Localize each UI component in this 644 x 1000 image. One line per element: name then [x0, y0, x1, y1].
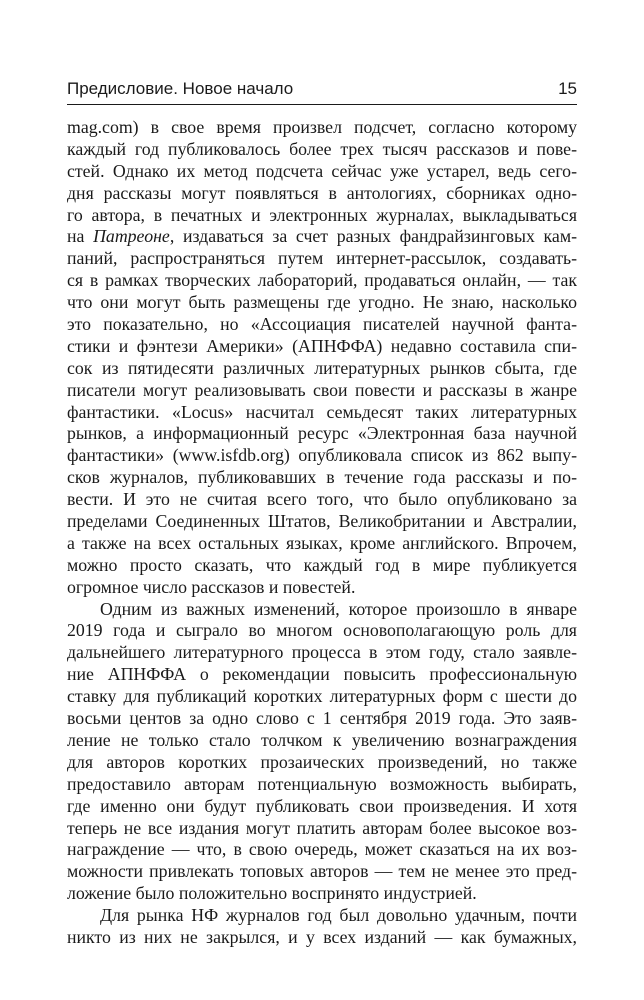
- text-line: можности привлекать топовых авторов — тем не менее это пред-: [67, 861, 577, 882]
- text-line: дальнейшего литературного процесса в этом году, стало заявле-: [67, 642, 577, 663]
- text-line: писатели могут реализовывать свои повести и рассказы в жанре: [67, 379, 577, 400]
- text-line: рынков, а информационный ресурс «Электронная база научной: [67, 423, 577, 444]
- text-line: для авторов коротких прозаических произведений, но также: [67, 751, 577, 772]
- text-line: предоставило авторам потенциальную возможность выбирать,: [67, 773, 577, 794]
- text-line: вести. И это не считая всего того, что было опубликовано за: [67, 489, 577, 510]
- text-line: каждый год публиковалось более трех тысяч рассказов и пове-: [67, 138, 577, 159]
- running-head: [67, 77, 577, 101]
- text-line: ставку для публикаций коротких литературных форм с шести до: [67, 686, 577, 707]
- text-line: го автора, в печатных и электронных журналах, выкладываться: [67, 204, 577, 225]
- text-line: ние АПНФФА о рекомендации повысить профессиональную: [67, 664, 577, 685]
- text-line: паний, распространяться путем интернет-рассылок, создавать-: [67, 248, 577, 269]
- text-line: на Патреоне, издаваться за счет разных фандрайзинговых кам-: [67, 226, 577, 247]
- text-line: сков журналов, публиковавших в течение года рассказы и по-: [67, 467, 577, 488]
- header-rule: [67, 104, 577, 105]
- chapter-title: Предисловие. Новое начало: [67, 79, 294, 98]
- body-text: [67, 117, 577, 949]
- text-line: mag.com) в свое время произвел подсчет, согласно которому: [67, 117, 577, 137]
- paragraph: [67, 117, 577, 599]
- page-number: 15: [558, 79, 577, 98]
- text-line: ся в рамках творческих лабораторий, продаваться онлайн, — так: [67, 270, 577, 291]
- text-line: стей. Однако их метод подсчета сейчас уже устарел, ведь сего-: [67, 160, 577, 181]
- text-line: сок из пятидесяти различных литературных рынков сбыта, где: [67, 357, 577, 378]
- text-line: дня рассказы могут появляться в антологиях, сборниках одно-: [67, 182, 577, 203]
- text-line: Одним из важных изменений, которое произошло в январе: [100, 598, 577, 619]
- text-line: стики и фэнтези Америки» (АПНФФА) недавно составила спи-: [67, 335, 577, 356]
- paragraph: [67, 905, 577, 949]
- text-line: восьми центов за одно слово с 1 сентября 2019 года. Это заяв-: [67, 708, 577, 729]
- text-line: это показательно, но «Ассоциация писателей научной фанта-: [67, 314, 577, 335]
- text-line: награждение — что, в свою очередь, может сказаться на их воз-: [67, 839, 577, 860]
- text-line: что они могут быть размещены где угодно. Не знаю, насколько: [67, 292, 577, 313]
- text-line: 2019 года и сыграло во многом основополагающую роль для: [67, 620, 577, 641]
- text-line: ложение было положительно воспринято индустрией.: [67, 883, 477, 904]
- text-line: огромное число рассказов и повестей.: [67, 576, 356, 597]
- text-line: ление не только стало толчком к увеличению вознаграждения: [67, 729, 577, 750]
- text-line: а также на всех остальных языках, кроме английского. Впрочем,: [67, 532, 577, 553]
- text-line: можно просто сказать, что каждый год в мире публикуется: [67, 554, 577, 575]
- text-line: фантастики» (www.isfdb.org) опубликовала список из 862 выпу-: [67, 445, 577, 466]
- text-line: пределами Соединенных Штатов, Великобритании и Австралии,: [67, 511, 577, 532]
- paragraph: [67, 599, 577, 905]
- text-line: фантастики. «Locus» насчитал семьдесят таких литературных: [67, 401, 577, 422]
- text-line: Для рынка НФ журналов год был довольно удачным, почти: [100, 905, 577, 926]
- text-line: где именно они будут публиковать свои произведения. И хотя: [67, 795, 577, 816]
- text-line: никто из них не закрылся, и у всех изданий — как бумажных,: [67, 926, 577, 947]
- text-line: теперь не все издания могут платить авторам более высокое воз-: [67, 817, 577, 838]
